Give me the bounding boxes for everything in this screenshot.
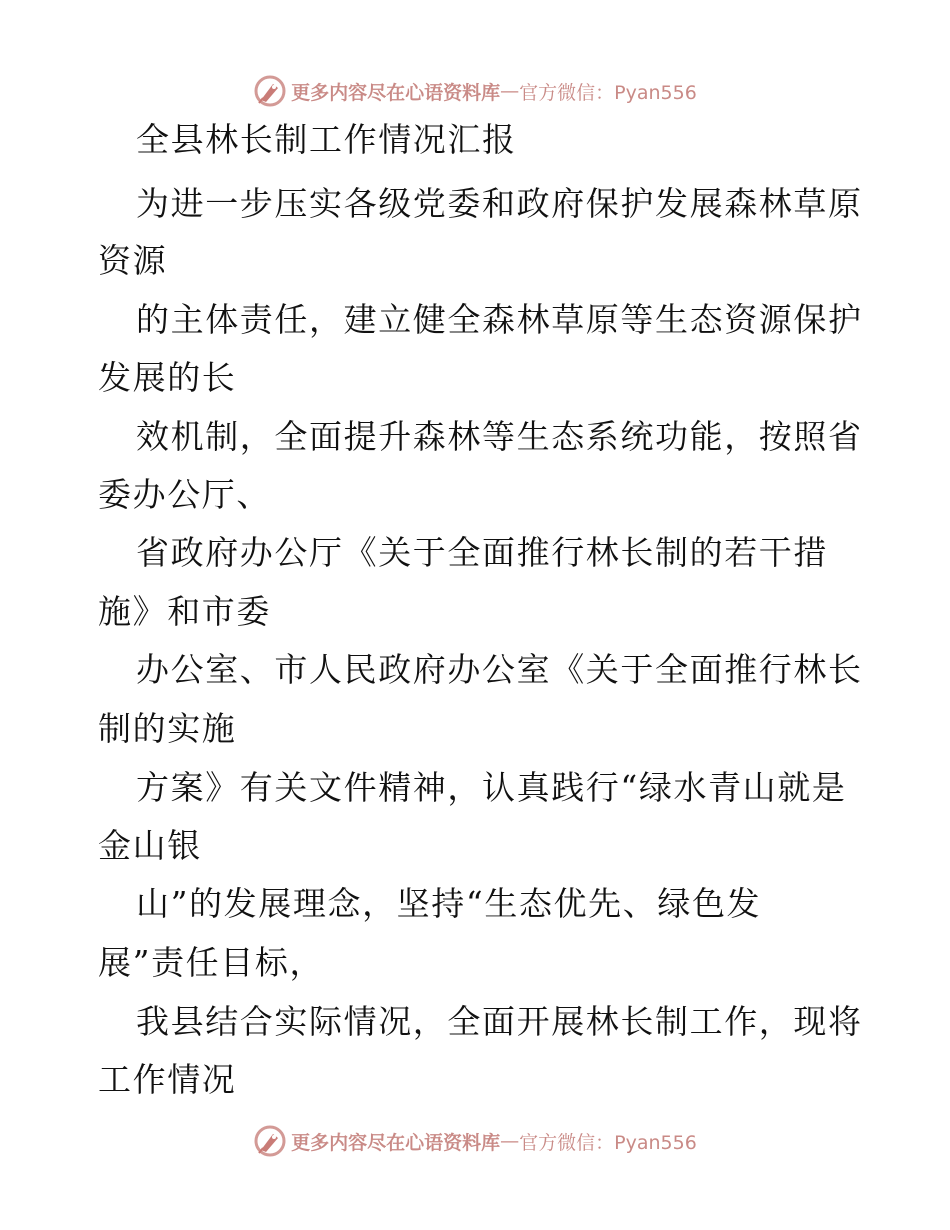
watermark-wechat: 官方微信：Pyan556 <box>519 81 697 104</box>
paragraph-line: 办公室、市人民政府办公室《关于全面推行林长 <box>136 650 863 689</box>
pen-nib-logo-icon <box>253 1124 287 1158</box>
paragraph-line: 方案》有关文件精神，认真践行“绿水青山就是 <box>136 768 847 807</box>
document-title: 全县林长制工作情况汇报 <box>136 120 517 159</box>
paragraph-line: 发展的长 <box>98 358 237 397</box>
pen-nib-logo-icon <box>253 74 287 108</box>
paragraph-line: 山”的发展理念，坚持“生态优先、绿色发 <box>136 884 762 923</box>
paragraph-line: 为进一步压实各级党委和政府保护发展森林草原 <box>136 184 863 223</box>
watermark-separator: — <box>500 80 520 102</box>
paragraph-line: 效机制，全面提升森林等生态系统功能，按照省 <box>136 417 863 456</box>
paragraph-line: 施》和市委 <box>98 592 271 631</box>
paragraph-line: 金山银 <box>98 826 202 865</box>
watermark-label: 更多内容尽在心语资料库 <box>291 81 501 104</box>
paragraph-line: 制的实施 <box>98 709 237 748</box>
footer-watermark <box>0 1121 950 1161</box>
paragraph-line: 展”责任目标， <box>98 943 325 982</box>
watermark-label: 更多内容尽在心语资料库 <box>291 1131 501 1154</box>
watermark-wechat: 官方微信：Pyan556 <box>519 1131 697 1154</box>
paragraph-line: 省政府办公厅《关于全面推行林长制的若干措 <box>136 533 828 572</box>
header-watermark <box>0 71 950 111</box>
paragraph-line: 的主体责任，建立健全森林草原等生态资源保护 <box>136 300 863 339</box>
paragraph-line: 资源 <box>98 241 168 280</box>
paragraph-line: 我县结合实际情况，全面开展林长制工作，现将 <box>136 1002 863 1041</box>
paragraph-line: 工作情况 <box>98 1060 237 1099</box>
paragraph-line: 委办公厅、 <box>98 475 271 514</box>
watermark-separator: — <box>500 1130 520 1152</box>
